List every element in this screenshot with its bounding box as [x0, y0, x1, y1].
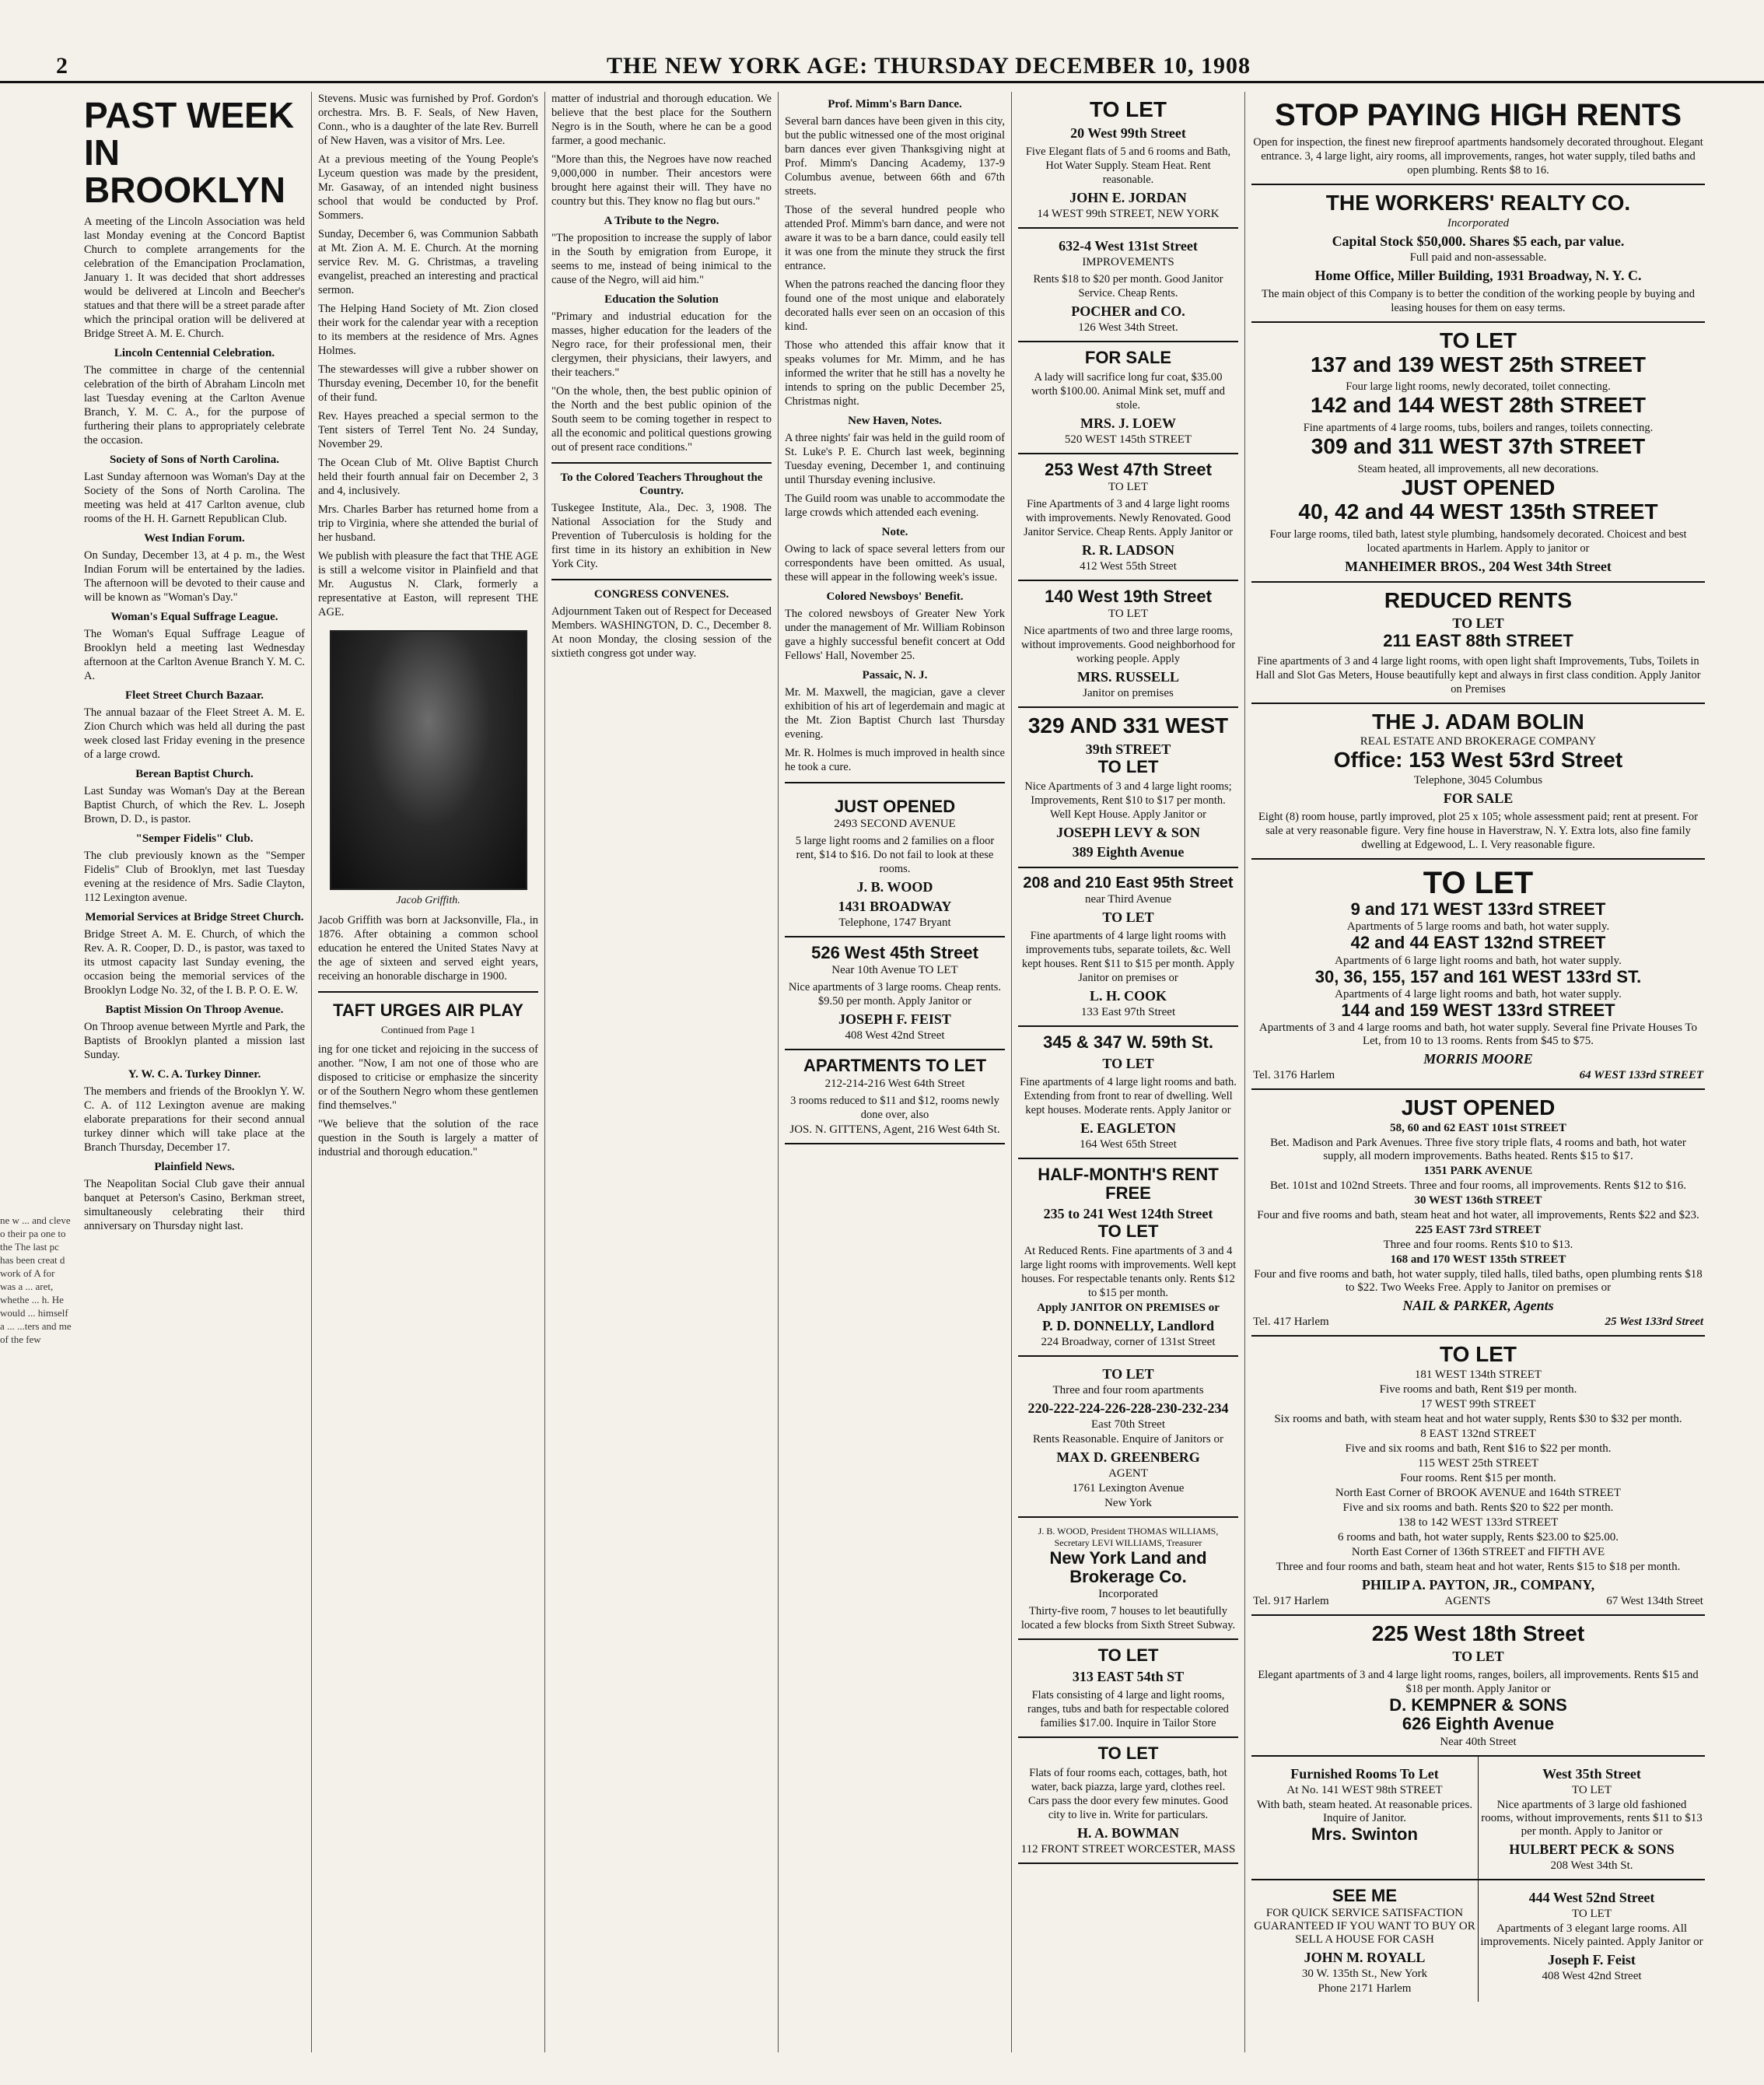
headline-taft: TAFT URGES AIR PLAY	[333, 1000, 523, 1020]
subhead: West Indian Forum.	[144, 532, 245, 545]
article-paragraph: "On the whole, then, the best public opinion of the North and the best public opinion of the South seem to be coming together in respect to all the economic and political questions growing out of present race conditions."	[551, 385, 772, 454]
article-paragraph: On Throop avenue between Myrtle and Park, the Baptists of Brooklyn planted a mission last Sunday.	[84, 1021, 305, 1061]
left-margin-fragment: ne w ... and cleve o their pa one to the The last pc has been creat d work of A for was a ... aret, whethe ... h. He would ... himself a ... ...ters and me of the few	[0, 1214, 72, 1345]
divider	[318, 991, 538, 993]
ad-new-york-land-brokerage: J. B. WOOD, President THOMAS WILLIAMS, Secretary LEVI WILLIAMS, Treasurer New York Land and Brokerage Co. Incorporated Thirty-five room, 7 houses to let beautifully located a few blocks from Sixth Street Subway.	[1018, 1518, 1238, 1640]
subhead: Plainfield News.	[154, 1161, 235, 1173]
ad-20-west-99th: TO LET 20 West 99th Street Five Elegant flats of 5 and 6 rooms and Bath, Hot Water Supply. Steam Heat. Rent reasonable. JOHN E. JORDAN 14 WEST 99th STREET, NEW YORK	[1018, 92, 1238, 229]
portrait-photo	[330, 630, 527, 890]
column-4	[778, 92, 1011, 2052]
article-paragraph: Owing to lack of space several letters from our correspondents have been omitted. As usual, these will appear in the following week's issue.	[785, 543, 1005, 583]
subhead: A Tribute to the Negro.	[604, 215, 719, 227]
ad-253-west-47th: 253 West 47th Street TO LET Fine Apartments of 3 and 4 large light rooms with improvements. Newly Renovated. Good Janitor Service. Cheap Rents. Apply Janitor or R. R. LADSON 412 West 55th Street	[1018, 454, 1238, 581]
subhead: Prof. Mimm's Barn Dance.	[828, 98, 962, 110]
article-paragraph: The Ocean Club of Mt. Olive Baptist Church held their fourth annual fair on December 2, 3 and 4, inclusively.	[318, 457, 538, 497]
article-paragraph: "More than this, the Negroes have now reached 9,000,000 in number. Their ancestors were brought here against their will. They have no country but this. They know no flag but ours."	[551, 153, 772, 208]
newspaper-title: THE NEW YORK AGE: THURSDAY DECEMBER 10, 1908	[607, 53, 1251, 79]
subhead: Memorial Services at Bridge Street Church.	[85, 911, 304, 923]
column-1	[78, 92, 311, 2052]
ad-apartments-west-64th: APARTMENTS TO LET 212-214-216 West 64th Street 3 rooms reduced to $11 and $12, rooms newly done over, also JOS. N. GITTENS, Agent, 216 West 64th St.	[785, 1050, 1005, 1144]
article-paragraph: The Neapolitan Social Club gave their annual banquet at Peterson's Casino, Berkman street, simultaneously celebrating their third anniversary on Thursday night last.	[84, 1178, 305, 1232]
ad-west-35th: West 35th Street TO LET Nice apartments of 3 large old fashioned rooms, without improvements, rents $11 to $13 per month. Apply to Janitor or HULBERT PECK & SONS 208 West 34th St.	[1481, 1765, 1703, 1872]
ad-345-west-59th: 345 & 347 W. 59th St. TO LET Fine apartments of 4 large light rooms and bath. Extending from front to rear of dwelling. Well kept houses. Moderate rents. Apply Janitor or E. EAGLETON 164 West 65th Street	[1018, 1027, 1238, 1158]
ad-manheimer-bros: TO LET 137 and 139 WEST 25th STREET Four large light rooms, newly decorated, toilet connecting. 142 and 144 WEST 28th STREET Fine apartments of 4 large rooms, tubs, boilers and ranges, toilets connecting. 309 and 311 WEST 37th STREET Steam heated, all improvements, all new decorations. JUST OPENED 40, 42 and 44 WEST 135th STREET Four large rooms, tiled bath, latest style plumbing, handsomely decorated. Choicest and best located apartments in Harlem. Apply to janitor or MANHEIMER BROS., 204 West 34th Street	[1251, 323, 1705, 583]
article-paragraph: Rev. Hayes preached a special sermon to the Tent sisters of Terrel Tent No. 24 Sunday, November 29.	[318, 410, 538, 450]
article-paragraph: The Guild room was unable to accommodate the large crowds which attended each evening.	[785, 492, 1005, 519]
page-number: 2	[56, 53, 68, 79]
article-paragraph: The committee in charge of the centennial celebration of the birth of Abraham Lincoln met last Tuesday evening at the Carlton Avenue Branch, Y. M. C. A., for the purpose of furthering their plans to appropriately celebrate the occasion.	[84, 364, 305, 447]
article-paragraph: "The proposition to increase the supply of labor in the South by emigration from Europe, it seems to me, instead of being inimical to the cause of the Negro, will aid him."	[551, 232, 772, 286]
article-paragraph: Several barn dances have been given in this city, but the public witnessed one of the most original barn dances ever given Thanksgiving night at Prof. Mimm's Dancing Academy, 137-9 Columbus avenue, between 66th and 67th streets.	[785, 115, 1005, 198]
article-paragraph: Last Sunday afternoon was Woman's Day at the Society of the Sons of North Carolina. The meeting was held at 417 Carlton avenue, club rooms of the H. H. Garnett Republican Club.	[84, 471, 305, 525]
subhead: Y. W. C. A. Turkey Dinner.	[128, 1068, 261, 1081]
continued-note: Continued from Page 1	[381, 1024, 475, 1035]
article-paragraph: ing for one ticket and rejoicing in the success of another. "Now, I am not one of those who are disposed to criticise or emphasize the sincerity or of the Southern Negro whom these gentlemen find themselves."	[318, 1043, 538, 1112]
ad-313-east-54th: TO LET 313 EAST 54th ST Flats consisting of 4 large and light rooms, ranges, tubs and bath for respectable colored families $17.00. Inquire in Tailor Store	[1018, 1640, 1238, 1737]
article-paragraph: The stewardesses will give a rubber shower on Thursday evening, December 10, for the benefit of their fund.	[318, 363, 538, 404]
ad-john-royall: SEE ME FOR QUICK SERVICE SATISFACTION GUARANTEED IF YOU WANT TO BUY OR SELL A HOUSE FOR CASH JOHN M. ROYALL 30 W. 135th St., New York Phone 2171 Harlem	[1251, 1880, 1479, 2002]
column-2	[311, 92, 544, 2052]
divider	[785, 782, 1005, 783]
ad-j-adam-bolin: THE J. ADAM BOLIN REAL ESTATE AND BROKERAGE COMPANY Office: 153 West 53rd Street Telephone, 3045 Columbus FOR SALE Eight (8) room house, partly improved, plot 25 x 105; whole assessment paid; rent at present. For sale at very reasonable figure. Very fine house in Haverstraw, N. Y. Extra lots, also fine family dwelling at Edgewood, L. I. Very reasonable figure.	[1251, 704, 1705, 860]
column-3	[544, 92, 778, 2052]
ad-632-west-131st: 632-4 West 131st Street IMPROVEMENTS Rents $18 to $20 per month. Good Janitor Service. Cheap Rents. POCHER and CO. 126 West 34th Street.	[1018, 229, 1238, 342]
article-paragraph: Tuskegee Institute, Ala., Dec. 3, 1908. The National Association for the Study and Prevention of Tuberculosis is holding for the first time in its history an exhibition in New York City.	[551, 502, 772, 570]
article-paragraph: The Helping Hand Society of Mt. Zion closed their work for the calendar year with a reception to its members at the residence of Mrs. Agnes Holmes.	[318, 303, 538, 357]
article-paragraph: Those who attended this affair know that it speaks volumes for Mr. Mimm, and he has informed the writer that he still has a novelty he intends to spring on the public December 25, Christmas night.	[785, 339, 1005, 408]
subhead: "Semper Fidelis" Club.	[135, 832, 254, 845]
ad-444-west-52nd: 444 West 52nd Street TO LET Apartments of 3 elegant large rooms. All improvements. Nicely painted. Apply Janitor or Joseph F. Feist 408 West 42nd Street	[1480, 1889, 1703, 1982]
column-6	[1244, 92, 1711, 2052]
article-paragraph: A three nights' fair was held in the guild room of St. Luke's P. E. Church last week, beginning Tuesday evening, December 1, and continuing until Thursday evening inclusive.	[785, 432, 1005, 486]
article-paragraph: We publish with pleasure the fact that THE AGE is still a welcome visitor in Plainfield and that Mr. Augustus N. Clark, formerly a representative at Easton, will represent THE AGE.	[318, 550, 538, 618]
ad-reduced-rents: REDUCED RENTS TO LET 211 EAST 88th STREET Fine apartments of 3 and 4 large light rooms, with open light shaft Improvements, Tubs, Toilets in Hall and Slot Gas Meters, House beautifully kept and always in first class condition. Apply Janitor on Premises	[1251, 583, 1705, 704]
article-paragraph: "Primary and industrial education for the masses, higher education for the leaders of the Negro race, for their professional men, their clergymen, their physicians, their lawyers, and their teachers."	[551, 310, 772, 379]
article-paragraph: The colored newsboys of Greater New York under the management of Mr. William Robinson gave a highly successful benefit concert at Odd Fellows' Hall, November 25.	[785, 608, 1005, 662]
subhead: Society of Sons of North Carolina.	[109, 454, 280, 466]
article-paragraph: Sunday, December 6, was Communion Sabbath at Mt. Zion A. M. E. Church. At the morning service Rev. M. G. Christmas, a traveling evangelist, preached an interesting and practical sermon.	[318, 228, 538, 296]
article-paragraph: The Woman's Equal Suffrage League of Brooklyn held a meeting last Wednesday afternoon at the Carlton Avenue Branch Y. M. C. A.	[84, 628, 305, 682]
ad-philip-payton: TO LET 181 WEST 134th STREET Five rooms and bath, Rent $19 per month. 17 WEST 99th STREET Six rooms and bath, with steam heat and hot water supply, Rents $30 to $32 per month. 8 EAST 132nd STREET Five and six rooms and bath, Rent $16 to $22 per month. 115 WEST 25th STREET Four rooms. Rent $15 per month. North East Corner of BROOK AVENUE and 164th STREET Five and six rooms and bath. Rents $20 to $22 per month. 138 to 142 WEST 133rd STREET 6 rooms and bath, hot water supply, Rents $23.00 to $25.00. North East Corner of 136th STREET and FIFTH AVE Three and four rooms and bath, steam heat and hot water, Rents $15 to $18 per month. PHILIP A. PAYTON, JR., COMPANY, Tel. 917 Harlem AGENTS 67 West 134th Street	[1251, 1337, 1705, 1616]
article-paragraph: Adjournment Taken out of Respect for Deceased Members. WASHINGTON, D. C., December 8. At noon Monday, the closing session of the sixtieth congress got under way.	[551, 605, 772, 660]
subhead: Berean Baptist Church.	[135, 768, 254, 780]
article-paragraph: Mr. M. Maxwell, the magician, gave a clever exhibition of his art of legerdemain and magic at the Mt. Zion Baptist Church last Thursday evening.	[785, 686, 1005, 741]
article-paragraph: When the patrons reached the dancing floor they found one of the most unique and elaborately decorated halls ever seen on an occasion of this kind.	[785, 279, 1005, 333]
subhead: Lincoln Centennial Celebration.	[114, 347, 275, 359]
article-paragraph: Those of the several hundred people who attended Prof. Mimm's barn dance, and were not aware it was to be a barn dance, could easily tell it was one from the minute they struck the first entrance.	[785, 204, 1005, 272]
ad-worcester-flats: TO LET Flats of four rooms each, cottages, bath, hot water, back piazza, large yard, clothes reel. Cars pass the door every few minutes. Good city to live in. Write for particulars. H. A. BOWMAN 112 FRONT STREET WORCESTER, MASS	[1018, 1738, 1238, 1864]
ad-fur-coat-for-sale: FOR SALE A lady will sacrifice long fur coat, $35.00 worth $100.00. Animal Mink set, muff and stole. MRS. J. LOEW 520 WEST 145th STREET	[1018, 342, 1238, 454]
ad-workers-realty: THE WORKERS' REALTY CO. Incorporated Capital Stock $50,000. Shares $5 each, par value. Full paid and non-assessable. Home Office, Miller Building, 1931 Broadway, N. Y. C. The main object of this Company is to better the condition of the working people by buying and leasing houses for them on easy terms.	[1251, 185, 1705, 323]
article-paragraph: On Sunday, December 13, at 4 p. m., the West Indian Forum will be entertained by the ladies. The afternoon will be devoted to their cause and will be known as "Woman's Day."	[84, 549, 305, 604]
subhead: New Haven, Notes.	[848, 415, 942, 427]
subhead: CONGRESS CONVENES.	[593, 588, 730, 601]
subhead: Woman's Equal Suffrage League.	[110, 611, 278, 623]
article-paragraph: "We believe that the solution of the race question in the South is largely a matter of industrial and thorough education."	[318, 1118, 538, 1158]
photo-caption: Jacob Griffith.	[396, 895, 460, 906]
subhead: Note.	[881, 526, 908, 538]
subhead: To the Colored Teachers Throughout the Country.	[560, 471, 763, 497]
article-paragraph: At a previous meeting of the Young People's Lyceum question was made by the president, Mr. Gasaway, of an intended night business school that would be conducted by Prof. Sommers.	[318, 153, 538, 222]
ad-2493-second-avenue: JUST OPENED 2493 SECOND AVENUE 5 large light rooms and 2 families on a floor rent, $14 to $16. Do not fail to look at these rooms. J. B. WOOD 1431 BROADWAY Telephone, 1747 Bryant	[785, 791, 1005, 937]
ad-row-small-2	[1251, 1880, 1705, 2002]
subhead: Passaic, N. J.	[862, 669, 928, 682]
ad-row-small	[1251, 1757, 1705, 1880]
headline-past-week: PAST WEEK IN BROOKLYN	[84, 95, 295, 210]
article-paragraph: Mrs. Charles Barber has returned home from a trip to Virginia, where she attended the burial of her husband.	[318, 503, 538, 544]
article-paragraph: The annual bazaar of the Fleet Street A. M. E. Zion Church which was held all during the past week closed last Friday evening in the presence of a large crowd.	[84, 706, 305, 761]
ad-stop-paying-high-rents: STOP PAYING HIGH RENTS Open for inspection, the finest new fireproof apartments handsomely decorated throughout. Elegant entrance. 3, 4 large light, airy rooms, all improvements, ranges, hot water supply, tiled baths and open plumbing. Rents $8 to 16.	[1251, 92, 1705, 185]
article-paragraph: The club previously known as the "Semper Fidelis" Club of Brooklyn, met last Tuesday evening at the residence of Mrs. Sadie Clayton, 112 Lexington avenue.	[84, 850, 305, 904]
ad-morris-moore: TO LET 9 and 171 WEST 133rd STREET Apartments of 5 large rooms and bath, hot water supply. 42 and 44 EAST 132nd STREET Apartments of 6 large light rooms and bath, hot water supply. 30, 36, 155, 157 and 161 WEST 133rd ST. Apartments of 4 large light rooms and bath, hot water supply. 144 and 159 WEST 133rd STREET Apartments of 3 and 4 large rooms and bath, hot water supply. Several fine Private Houses To Let, from 10 to 13 rooms. Rents from $45 to $75. MORRIS MOORE Tel. 3176 Harlem 64 WEST 133rd STREET	[1251, 860, 1705, 1090]
ad-526-west-45th: 526 West 45th Street Near 10th Avenue TO LET Nice apartments of 3 large rooms. Cheap rents. $9.50 per month. Apply Janitor or JOSEPH F. FEIST 408 West 42nd Street	[785, 937, 1005, 1050]
ad-nail-parker: JUST OPENED 58, 60 and 62 EAST 101st STREET Bet. Madison and Park Avenues. Three five story triple flats, 4 rooms and bath, hot water supply, all modern improvements. Baths heated. Rents $15 to $17. 1351 PARK AVENUE Bet. 101st and 102nd Streets. Three and four rooms, all improvements. Rents $12 to $16. 30 WEST 136th STREET Four and five rooms and bath, steam heat and hot water, all improvements, Rents $22 and $23. 225 EAST 73rd STREET Three and four rooms. Rents $10 to $13. 168 and 170 WEST 135th STREET Four and five rooms and bath, hot water supply, tiled halls, tiled baths, open plumbing rents $18 to $22. Two Weeks Free. Apply to Janitor on premises or NAIL & PARKER, Agents Tel. 417 Harlem 25 West 133rd Street	[1251, 1090, 1705, 1337]
ad-east-70th-street: TO LET Three and four room apartments 220-222-224-226-228-230-232-234 East 70th Street Rents Reasonable. Enquire of Janitors or MAX D. GREENBERG AGENT 1761 Lexington Avenue New York	[1018, 1357, 1238, 1518]
subhead: Education the Solution	[604, 293, 719, 306]
masthead	[0, 47, 1764, 83]
ad-225-west-18th: 225 West 18th Street TO LET Elegant apartments of 3 and 4 large light rooms, ranges, boilers, all improvements. Rents $15 and $18 per month. Apply Janitor or D. KEMPNER & SONS 626 Eighth Avenue Near 40th Street	[1251, 1616, 1705, 1757]
article-paragraph: matter of industrial and thorough education. We believe that the best place for the Southern Negro is in the South, where he can be a good farmer, a good mechanic.	[551, 93, 772, 147]
divider	[551, 579, 772, 580]
ad-furnished-rooms: Furnished Rooms To Let At No. 141 WEST 98th STREET With bath, steam heated. At reasonable prices. Inquire of Janitor. Mrs. Swinton	[1251, 1757, 1479, 1879]
ad-half-months-rent-free: HALF-MONTH'S RENT FREE 235 to 241 West 124th Street TO LET At Reduced Rents. Fine apartments of 3 and 4 large light rooms with improvements. Well kept houses. For respectable tenants only. Rents $12 to $15 per month. Apply JANITOR ON PREMISES or P. D. DONNELLY, Landlord 224 Broadway, corner of 131st Street	[1018, 1159, 1238, 1358]
article-paragraph: Last Sunday was Woman's Day at the Berean Baptist Church, of which the Rev. L. Joseph Brown, D. D., is pastor.	[84, 785, 305, 825]
article-paragraph: Stevens. Music was furnished by Prof. Gordon's orchestra. Mrs. B. F. Seals, of New Haven, Conn., who is a daughter of the late Rev. Burrell of New Haven, was a visitor of Mrs. Lee.	[318, 93, 538, 147]
article-paragraph: Bridge Street A. M. E. Church, of which the Rev. A. R. Cooper, D. D., is pastor, was taxed to its utmost capacity last Sunday evening, the occasion being the memorial services of the Brooklyn Lodge No. 32, of the I. B. P. O. E. W.	[84, 928, 305, 997]
article-paragraph: Jacob Griffith was born at Jacksonville, Fla., in 1876. After obtaining a common school education he entered the United States Navy at the age of sixteen and served eight years, receiving an honorable discharge in 1900.	[318, 914, 538, 983]
ad-208-east-95th: 208 and 210 East 95th Street near Third Avenue TO LET Fine apartments of 4 large light rooms with improvements tubs, separate toilets, &c. Well kept houses. Rent $11 to $15 per month. Apply Janitor on premises or L. H. COOK 133 East 97th Street	[1018, 868, 1238, 1027]
article-paragraph: A meeting of the Lincoln Association was held last Monday evening at the Concord Baptist Church to complete arrangements for the celebration of the Emancipation Proclamation, January 1. It was decided that short addresses would be delivered at Lincoln and Beecher's statues and that there will be a street parade after which the principal oration will be delivered at Bridge Street A. M. E. Church.	[84, 216, 305, 340]
article-paragraph: The members and friends of the Brooklyn Y. W. C. A. of 112 Lexington avenue are making elaborate preparations for their second annual turkey dinner which will take place at the Branch Thursday, December 17.	[84, 1085, 305, 1154]
subhead: Fleet Street Church Bazaar.	[124, 689, 264, 702]
article-paragraph: Mr. R. Holmes is much improved in health since he took a cure.	[785, 747, 1005, 773]
subhead: Colored Newsboys' Benefit.	[826, 590, 964, 603]
ad-329-west-39th: 329 AND 331 WEST 39th STREET TO LET Nice Apartments of 3 and 4 large light rooms; Improvements, Rent $10 to $17 per month. Well Kept House. Apply Janitor or JOSEPH LEVY & SON 389 Eighth Avenue	[1018, 708, 1238, 868]
divider	[551, 462, 772, 464]
column-5	[1011, 92, 1244, 2052]
subhead: Baptist Mission On Throop Avenue.	[105, 1004, 284, 1016]
ad-140-west-19th: 140 West 19th Street TO LET Nice apartments of two and three large rooms, without improvements. Good neighborhood for working people. Apply MRS. RUSSELL Janitor on premises	[1018, 581, 1238, 708]
